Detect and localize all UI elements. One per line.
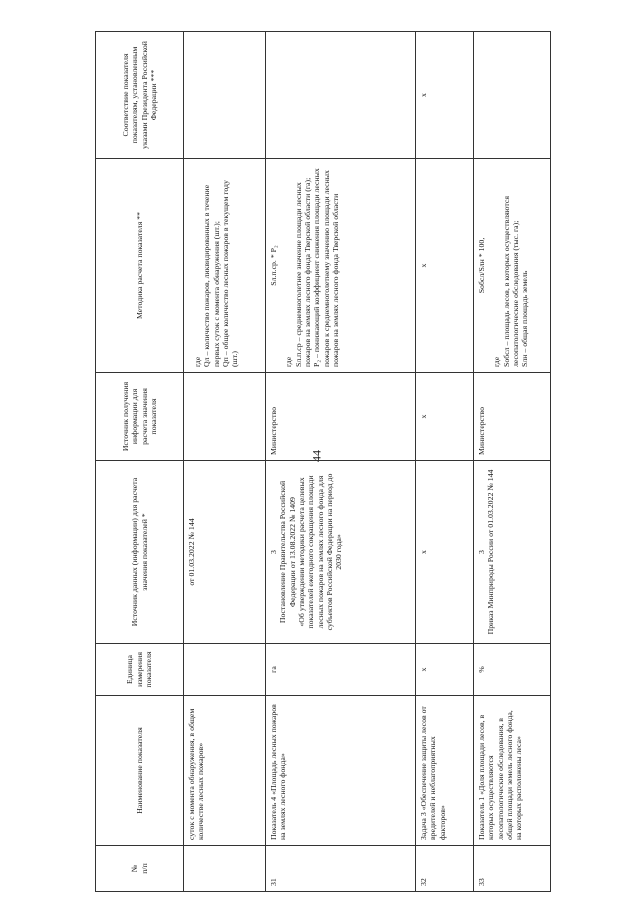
cell-name: суток с момента обнаружения, в общем количестве лесных пожаров»: [184, 696, 266, 846]
cell-num: [184, 846, 266, 892]
table-row: [474, 32, 551, 892]
table-row: [416, 32, 474, 892]
cell-name: Задача 3 «Обеспечение защиты лесов от вредителей и неблагоприятных факторов»: [416, 696, 474, 846]
indicators-table-container: [95, 32, 550, 892]
cell-source: х: [416, 461, 474, 644]
cell-unit: х: [416, 644, 474, 696]
cell-name: Показатель 4 «Площадь лесных пожаров на землях лесного фонда»: [266, 696, 416, 846]
cell-info: Министерство: [266, 373, 416, 461]
header-info: Источник получения информации для расчета значения показателя: [96, 373, 184, 461]
cell-info: х: [416, 373, 474, 461]
header-source: Источник данных (информации) для расчета значения показателей *: [96, 461, 184, 644]
cell-method: [266, 159, 416, 373]
cell-num: 33: [474, 846, 551, 892]
cell-method-text: где Sл.п.ср – среднемноголетнее значение площади лесных пожаров на землях лесного фонда Тверской области (га); P₂ – понижающий коэффициент снижения площади лесных пожаров к среднемноголетнему значению площади лесных пожаров на землях лесного фонда Тверской области: [284, 168, 341, 367]
cell-method-text: х: [419, 263, 428, 268]
cell-source: 3 Постановление Правительства Российской Федерации от 13.08.2022 № 1409 «Об утверждении методики расчета целевых показателей ежегодного сокращения площади лесных пожаров на землях лесного фонда для субъектов Российской Федерации на период до 2030 года»: [266, 461, 416, 644]
cell-method-formula: Sобсл/Sлн * 100,: [477, 237, 486, 294]
cell-unit: %: [474, 644, 551, 696]
cell-info: [184, 373, 266, 461]
cell-method: [416, 159, 474, 373]
cell-compliance: [184, 32, 266, 159]
cell-method: [184, 159, 266, 373]
table-row: [266, 32, 416, 892]
header-unit: Единица измерения показателя: [96, 644, 184, 696]
cell-num: 32: [416, 846, 474, 892]
cell-method-text: где Sобсл – площадь лесов, в которых осуществляются лесопатологические обследования (тыс. га); Sлн – общая площадь земель: [492, 196, 530, 367]
header-name: Наименование показателя: [96, 696, 184, 846]
cell-compliance: [474, 32, 551, 159]
header-compliance: Соответствие показателя показателям, установленным указами Президента Российской Федерации ***: [96, 32, 184, 159]
header-method: Методика расчета показателя **: [96, 159, 184, 373]
cell-unit: [184, 644, 266, 696]
cell-name: Показатель 1 «Доля площади лесов, в которых осуществляются лесопатологические обследования, в общей площади земель лесного фонда, на которых расположены леса»: [474, 696, 551, 846]
indicators-table: [95, 31, 551, 892]
cell-method: [474, 159, 551, 373]
table-header-row: [96, 32, 184, 892]
cell-unit: га: [266, 644, 416, 696]
cell-method-text: где Qл – количество пожаров, ликвидированных в течение первых суток с момента обнаружения (шт.); Qп – общее количество лесных пожаров в текущем году (шт.): [193, 180, 240, 367]
cell-compliance: [266, 32, 416, 159]
cell-method-formula: Sл.п.ср. * P₂: [269, 245, 278, 286]
header-num: № п/п: [96, 846, 184, 892]
cell-compliance: х: [416, 32, 474, 159]
cell-num: 31: [266, 846, 416, 892]
cell-source: 3 Приказ Минприроды России от 01.03.2022 № 144: [474, 461, 551, 644]
cell-info: Министерство: [474, 373, 551, 461]
table-row: [184, 32, 266, 892]
page-number: 44: [309, 450, 324, 462]
cell-source: от 01.03.2022 № 144: [184, 461, 266, 644]
